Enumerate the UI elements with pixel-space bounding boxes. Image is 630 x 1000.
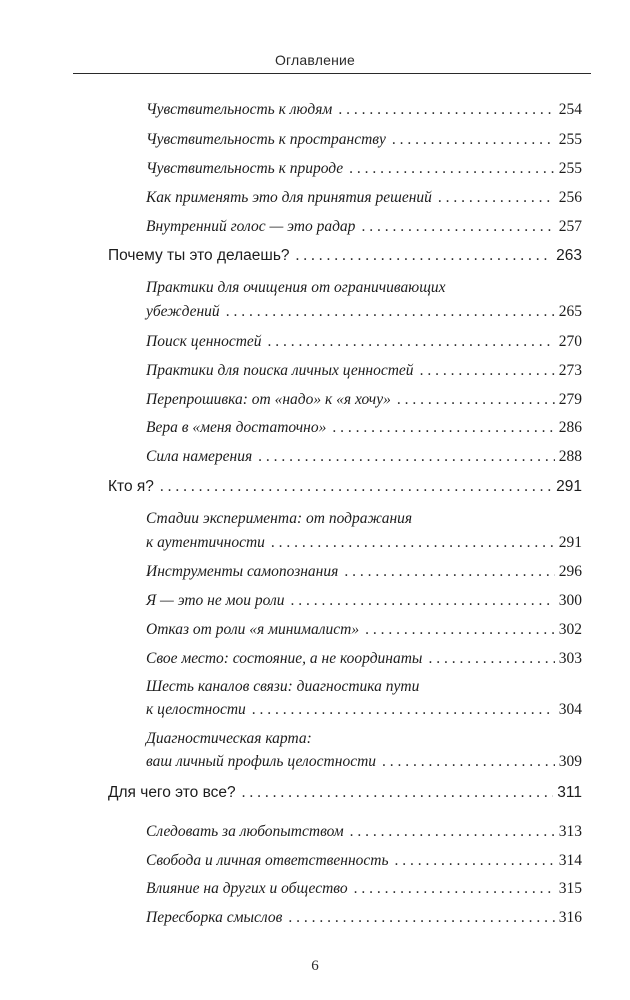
toc-entry-title: Следовать за любопытством bbox=[146, 823, 344, 840]
dot-leader bbox=[428, 649, 554, 669]
toc-entry-page: 296 bbox=[558, 563, 582, 580]
toc-entry bbox=[146, 182, 582, 208]
dot-leader bbox=[382, 752, 555, 772]
dot-leader bbox=[160, 477, 552, 497]
dot-leader bbox=[338, 100, 554, 120]
toc-entry-title-line1: Шесть каналов связи: диагностика пути bbox=[146, 678, 420, 695]
toc-entry-title: ваш личный профиль целостности bbox=[146, 753, 377, 770]
toc-entry bbox=[146, 211, 582, 237]
toc-entry-page: 315 bbox=[558, 880, 582, 897]
header-rule bbox=[73, 73, 591, 74]
toc-entry-title: Свобода и личная ответственность bbox=[146, 852, 389, 869]
toc-entry-title-line1: Стадии эксперимента: от подражания bbox=[146, 510, 413, 527]
dot-leader bbox=[226, 302, 555, 322]
toc-entry bbox=[146, 643, 582, 669]
toc-section bbox=[108, 777, 582, 803]
toc-section bbox=[108, 471, 582, 497]
toc-entry-title: Практики для поиска личных ценностей bbox=[146, 362, 414, 379]
toc-section-page: 291 bbox=[556, 478, 582, 495]
toc-entry-title: Чувствительность к пространству bbox=[146, 131, 386, 148]
toc-section-title: Почему ты это делаешь? bbox=[108, 247, 290, 264]
toc-entry bbox=[146, 412, 582, 438]
dot-leader bbox=[354, 879, 555, 899]
toc-entry-title: Отказ от роли «я минималист» bbox=[146, 621, 360, 638]
toc-section-page: 311 bbox=[557, 784, 582, 801]
dot-leader bbox=[268, 332, 555, 352]
toc-entry-line1 bbox=[146, 503, 582, 529]
toc-entry-page: 273 bbox=[558, 362, 582, 379]
toc-entry-page: 309 bbox=[558, 753, 582, 770]
toc-entry-title: к аутентичности bbox=[146, 534, 265, 551]
toc-entry-page: 300 bbox=[558, 592, 582, 609]
toc-entry bbox=[146, 585, 582, 611]
toc-section-page: 263 bbox=[556, 247, 582, 264]
toc-entry-title: Чувствительность к природе bbox=[146, 160, 344, 177]
toc-entry-title: Пересборка смыслов bbox=[146, 909, 283, 926]
toc-entry bbox=[146, 694, 582, 720]
toc-entry-title: к целостности bbox=[146, 701, 246, 718]
toc-entry-page: 254 bbox=[558, 101, 582, 118]
dot-leader bbox=[365, 620, 555, 640]
toc-entry-title: Вера в «меня достаточно» bbox=[146, 419, 327, 436]
dot-leader bbox=[242, 783, 554, 803]
toc-entry-title: Влияние на других и общество bbox=[146, 880, 348, 897]
toc-entry-line1 bbox=[146, 272, 582, 298]
toc-entry bbox=[146, 94, 582, 120]
toc-entry-page: 279 bbox=[558, 391, 582, 408]
toc-entry-title: Перепрошивка: от «надо» к «я хочу» bbox=[146, 391, 391, 408]
dot-leader bbox=[291, 591, 555, 611]
dot-leader bbox=[438, 188, 555, 208]
toc-entry-page: 265 bbox=[558, 303, 582, 320]
toc-entry-page: 313 bbox=[558, 823, 582, 840]
toc-entry bbox=[146, 153, 582, 179]
dot-leader bbox=[296, 246, 553, 266]
toc-entry-page: 304 bbox=[558, 701, 582, 718]
toc-entry bbox=[146, 902, 582, 928]
toc-entry-title-line1: Диагностическая карта: bbox=[146, 730, 312, 747]
toc-entry bbox=[146, 556, 582, 582]
toc-section bbox=[108, 240, 582, 266]
toc-entry-page: 288 bbox=[558, 448, 582, 465]
dot-leader bbox=[344, 562, 554, 582]
toc-entry-page: 257 bbox=[558, 218, 582, 235]
toc-entry bbox=[146, 614, 582, 640]
toc-entry-title: убеждений bbox=[146, 303, 220, 320]
toc-entry bbox=[146, 746, 582, 772]
toc-entry bbox=[146, 355, 582, 381]
dot-leader bbox=[258, 447, 555, 467]
toc-entry bbox=[146, 441, 582, 467]
dot-leader bbox=[271, 533, 555, 553]
toc-entry-page: 255 bbox=[558, 160, 582, 177]
toc-entry bbox=[146, 816, 582, 842]
toc-entry-title-line1: Практики для очищения от ограничивающих bbox=[146, 279, 446, 296]
page-number: 6 bbox=[311, 958, 319, 974]
running-title: Оглавление bbox=[274, 52, 356, 68]
toc-entry-page: 255 bbox=[558, 131, 582, 148]
dot-leader bbox=[252, 700, 555, 720]
dot-leader bbox=[395, 851, 555, 871]
toc-entry-page: 291 bbox=[558, 534, 582, 551]
toc-entry-title: Сила намерения bbox=[146, 448, 253, 465]
toc-entry bbox=[146, 873, 582, 899]
toc-entry bbox=[146, 326, 582, 352]
dot-leader bbox=[420, 361, 555, 381]
toc-entry-page: 303 bbox=[558, 650, 582, 667]
toc-entry-page: 270 bbox=[558, 333, 582, 350]
toc-entry-title: Чувствительность к людям bbox=[146, 101, 333, 118]
toc-entry-title: Как применять это для принятия решений bbox=[146, 189, 432, 206]
dot-leader bbox=[361, 217, 554, 237]
toc-entry-page: 286 bbox=[558, 419, 582, 436]
toc-entry-page: 314 bbox=[558, 852, 582, 869]
toc-entry-title: Поиск ценностей bbox=[146, 333, 262, 350]
toc-section-title: Для чего это все? bbox=[108, 784, 236, 801]
dot-leader bbox=[392, 130, 555, 150]
toc-entry-page: 316 bbox=[558, 909, 582, 926]
toc-entry-page: 256 bbox=[558, 189, 582, 206]
toc-entry bbox=[146, 527, 582, 553]
toc-entry bbox=[146, 384, 582, 410]
toc-entry-title: Внутренний голос — это радар bbox=[146, 218, 356, 235]
toc-entry bbox=[146, 845, 582, 871]
toc-entry-page: 302 bbox=[558, 621, 582, 638]
toc-entry-title: Инструменты самопознания bbox=[146, 563, 339, 580]
toc-entry bbox=[146, 296, 582, 322]
toc-section-title: Кто я? bbox=[108, 478, 154, 495]
dot-leader bbox=[350, 822, 555, 842]
toc-entry bbox=[146, 124, 582, 150]
dot-leader bbox=[349, 159, 555, 179]
dot-leader bbox=[288, 908, 554, 928]
dot-leader bbox=[332, 418, 554, 438]
dot-leader bbox=[397, 390, 555, 410]
toc-entry-title: Свое место: состояние, а не координаты bbox=[146, 650, 423, 667]
toc-entry-title: Я — это не мои роли bbox=[146, 592, 285, 609]
